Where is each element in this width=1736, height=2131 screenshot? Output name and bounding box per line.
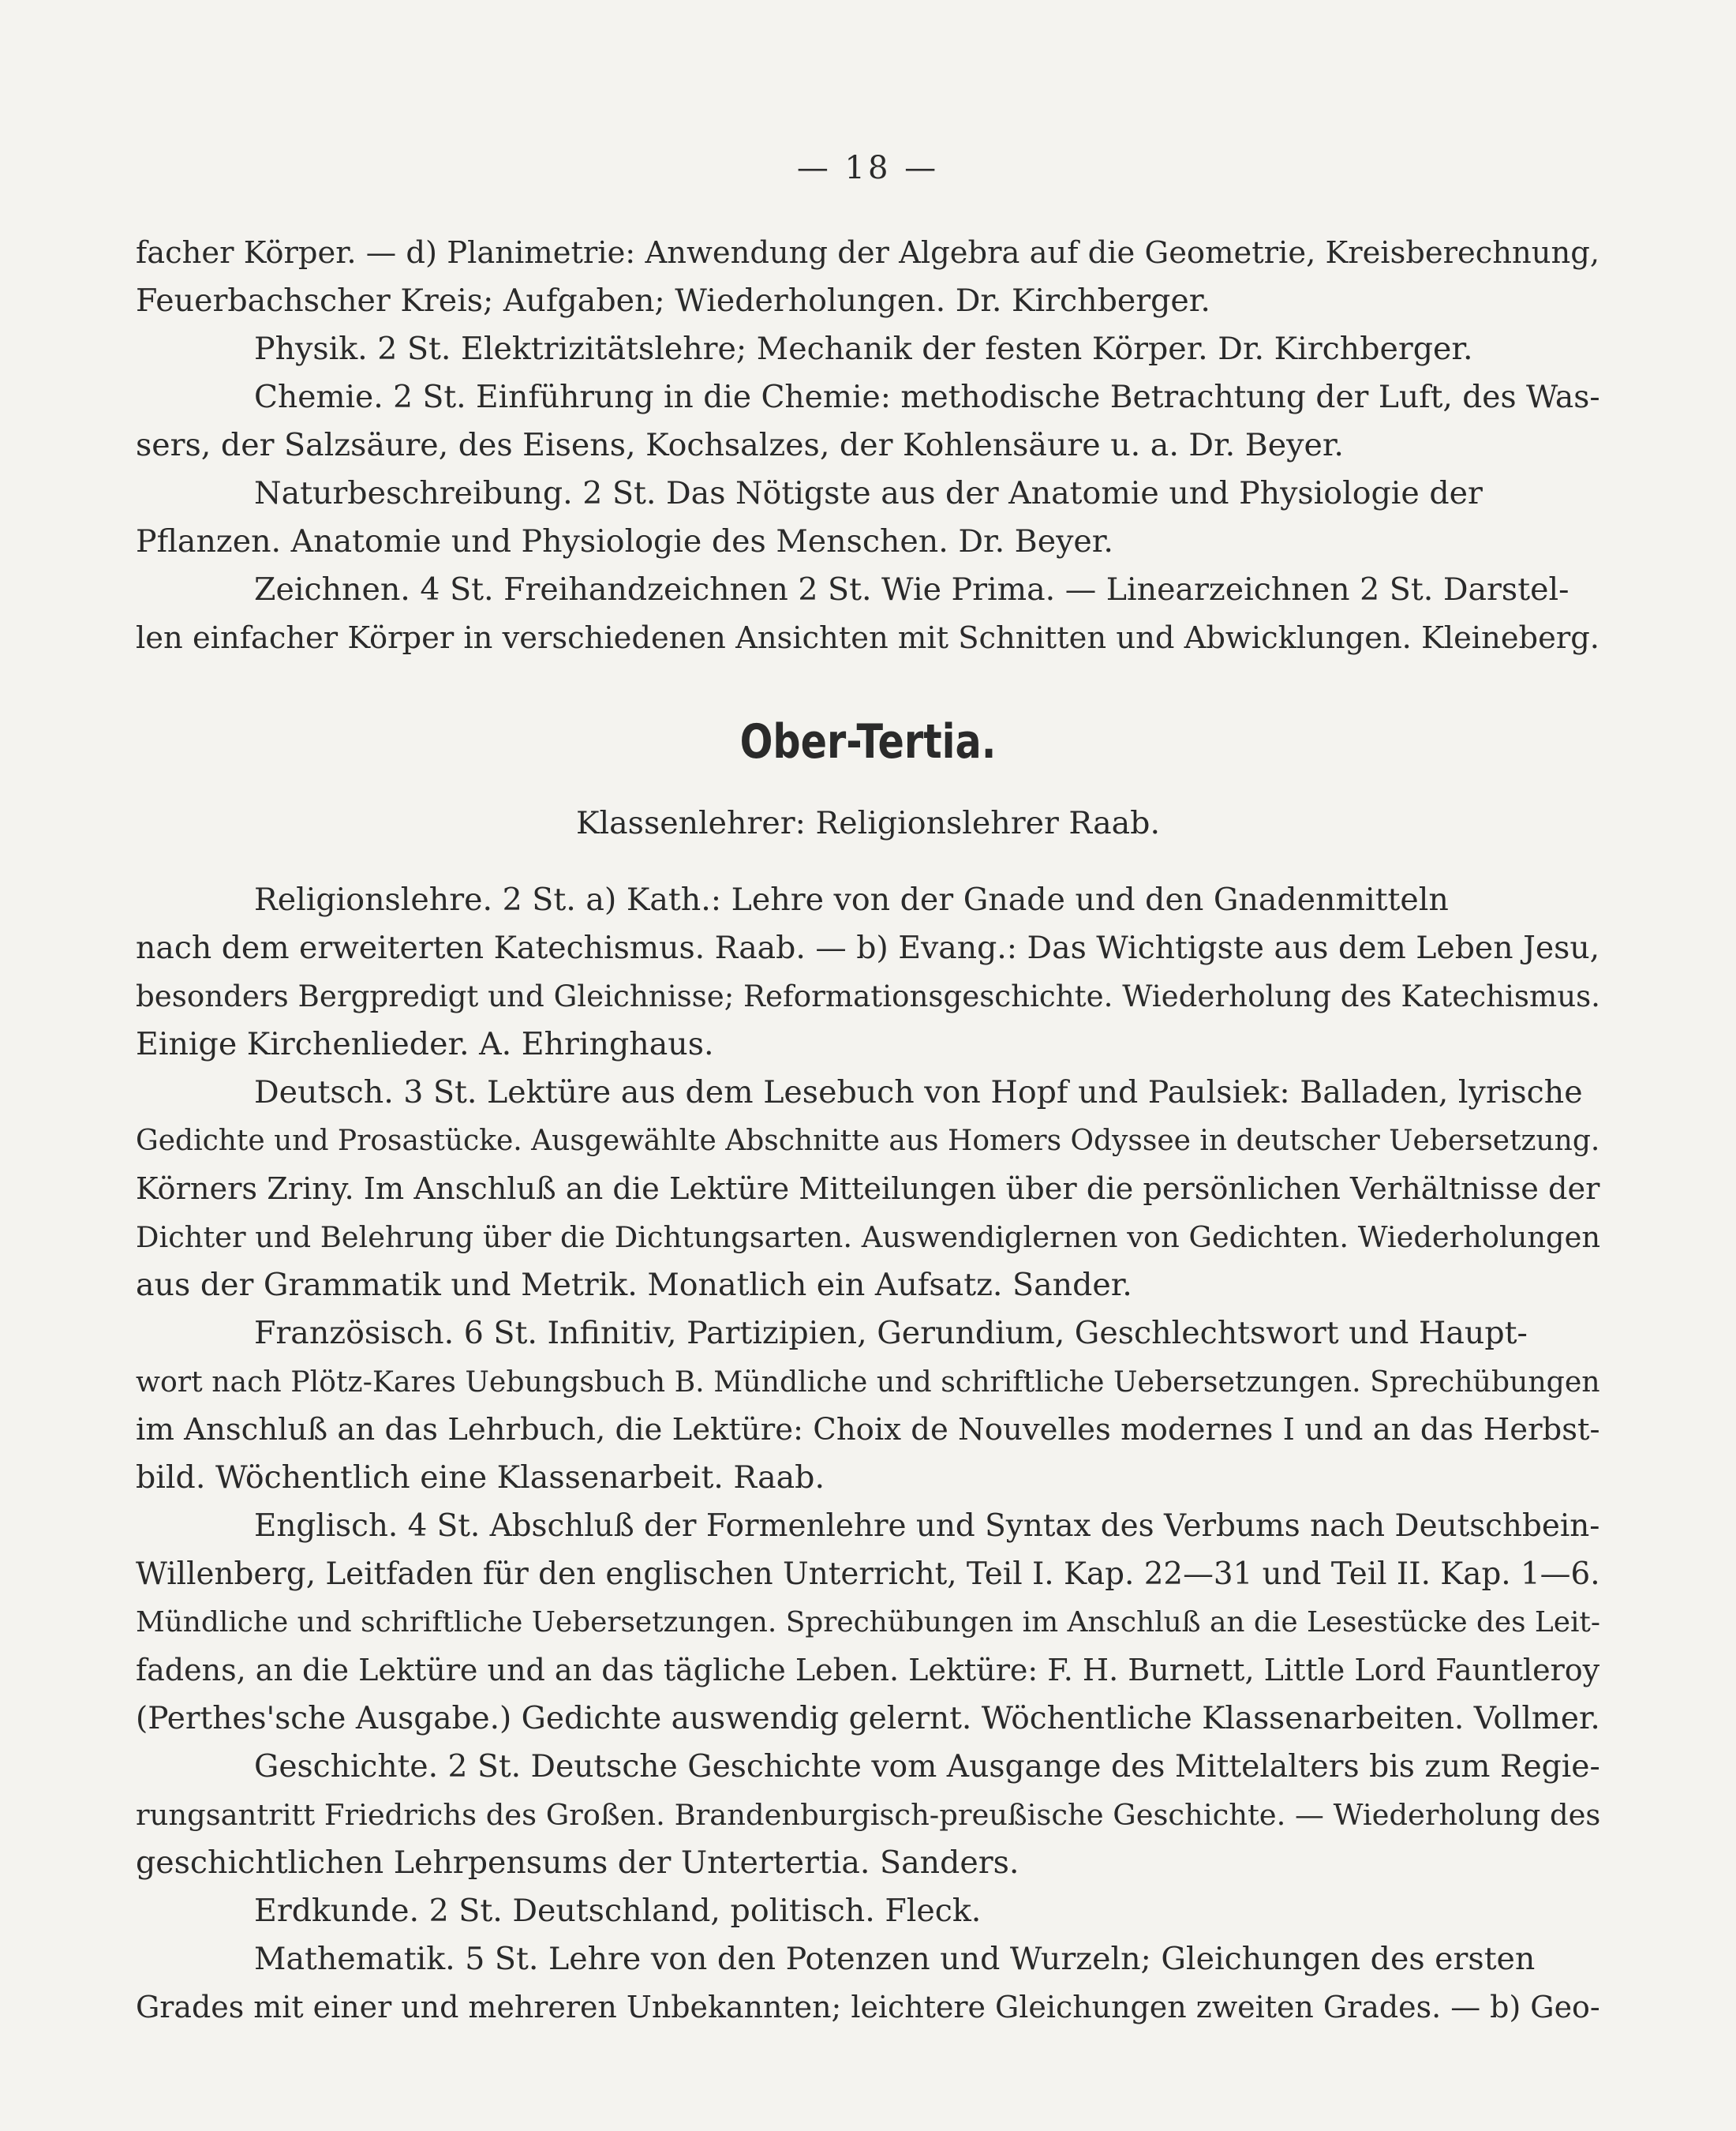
text-line: Feuerbachscher Kreis; Aufgaben; Wiederholungen. Dr. Kirchberger. bbox=[136, 283, 1210, 319]
text-line: rungsantritt Friedrichs des Großen. Brandenburgisch-preußische Geschichte. — Wiederholung des bbox=[136, 1798, 1601, 1832]
text-line: besonders Bergpredigt und Gleichnisse; Reformationsgeschichte. Wiederholung des Katechismus. bbox=[136, 979, 1600, 1013]
text-line: sers, der Salzsäure, des Eisens, Kochsalzes, der Kohlensäure u. a. Dr. Beyer. bbox=[136, 427, 1344, 463]
text-line: Einige Kirchenlieder. A. Ehringhaus. bbox=[136, 1026, 714, 1062]
paragraph-mathematik: Mathematik. 5 St. Lehre von den Potenzen und Wurzeln; Gleichungen des ersten bbox=[254, 1941, 1536, 1977]
text-line: Dichter und Belehrung über die Dichtungsarten. Auswendiglernen von Gedichten. Wiederholungen bbox=[136, 1220, 1601, 1254]
text-line: (Perthes'sche Ausgabe.) Gedichte auswendig gelernt. Wöchentliche Klassenarbeiten. Vollmer. bbox=[136, 1701, 1600, 1736]
text-line: bild. Wöchentlich eine Klassenarbeit. Raab. bbox=[136, 1459, 825, 1496]
paragraph-chemie: Chemie. 2 St. Einführung in die Chemie: methodische Betrachtung der Luft, des Was- bbox=[254, 380, 1600, 415]
text-line: Mündliche und schriftliche Uebersetzungen. Sprechübungen im Anschluß an die Lesestücke des Leit- bbox=[136, 1606, 1600, 1639]
text-line: wort nach Plötz-Kares Uebungsbuch B. Mündliche und schriftliche Uebersetzungen. Sprechübungen bbox=[136, 1365, 1600, 1399]
paragraph-religionslehre: Religionslehre. 2 St. a) Kath.: Lehre von der Gnade und den Gnadenmitteln bbox=[254, 882, 1449, 918]
text-line: Grades mit einer und mehreren Unbekannten; leichtere Gleichungen zweiten Grades. — b) Geo- bbox=[136, 1990, 1600, 2024]
text-line: fadens, an die Lektüre und an das tägliche Leben. Lektüre: F. H. Burnett, Little Lord Fauntleroy bbox=[136, 1653, 1600, 1687]
text-line: aus der Grammatik und Metrik. Monatlich ein Aufsatz. Sander. bbox=[136, 1267, 1132, 1303]
text-line: Körners Zriny. Im Anschluß an die Lektüre Mitteilungen über die persönlichen Verhältnisse der bbox=[136, 1171, 1600, 1207]
paragraph-erdkunde: Erdkunde. 2 St. Deutschland, politisch. Fleck. bbox=[254, 1893, 982, 1929]
text-line: len einfacher Körper in verschiedenen Ansichten mit Schnitten und Abwicklungen. Kleineberg. bbox=[136, 620, 1600, 656]
paragraph-deutsch: Deutsch. 3 St. Lektüre aus dem Lesebuch von Hopf und Paulsiek: Balladen, lyrische bbox=[254, 1074, 1583, 1110]
text-line: geschichtlichen Lehrpensums der Untertertia. Sanders. bbox=[136, 1844, 1020, 1881]
paragraph-physik: Physik. 2 St. Elektrizitätslehre; Mechanik der festen Körper. Dr. Kirchberger. bbox=[254, 331, 1473, 367]
class-teacher-line: Klassenlehrer: Religionslehrer Raab. bbox=[575, 805, 1161, 841]
paragraph-zeichnen: Zeichnen. 4 St. Freihandzeichnen 2 St. Wie Prima. — Linearzeichnen 2 St. Darstel- bbox=[254, 571, 1570, 608]
text-line: Pflanzen. Anatomie und Physiologie des Menschen. Dr. Beyer. bbox=[136, 523, 1113, 560]
text-line: Willenberg, Leitfaden für den englischen Unterricht, Teil I. Kap. 22—31 und Teil II. Kap. 1—6. bbox=[136, 1556, 1600, 1592]
paragraph-englisch: Englisch. 4 St. Abschluß der Formenlehre und Syntax des Verbums nach Deutschbein- bbox=[254, 1508, 1600, 1544]
text-line: facher Körper. — d) Planimetrie: Anwendung der Algebra auf die Geometrie, Kreisberechnung, bbox=[136, 235, 1600, 271]
text-line: im Anschluß an das Lehrbuch, die Lektüre: Choix de Nouvelles modernes I und an das Herbst- bbox=[136, 1412, 1600, 1448]
body-section bbox=[136, 876, 1600, 2032]
paragraph-franzoesisch: Französisch. 6 St. Infinitiv, Partizipien, Gerundium, Geschlechtswort und Haupt- bbox=[254, 1315, 1528, 1351]
text-line: nach dem erweiterten Katechismus. Raab. — b) Evang.: Das Wichtigste aus dem Leben Jesu, bbox=[136, 930, 1600, 966]
text-line: Gedichte und Prosastücke. Ausgewählte Abschnitte aus Homers Odyssee in deutscher Uebersetzung. bbox=[136, 1125, 1600, 1157]
paragraph-naturbeschreibung: Naturbeschreibung. 2 St. Das Nötigste aus der Anatomie und Physiologie der bbox=[254, 475, 1483, 511]
page-number: — 18 — bbox=[796, 150, 940, 186]
top-section bbox=[136, 229, 1600, 662]
paragraph-geschichte: Geschichte. 2 St. Deutsche Geschichte vom Ausgange des Mittelalters bis zum Regie- bbox=[254, 1749, 1600, 1785]
section-heading: Ober-Tertia. bbox=[739, 714, 997, 770]
